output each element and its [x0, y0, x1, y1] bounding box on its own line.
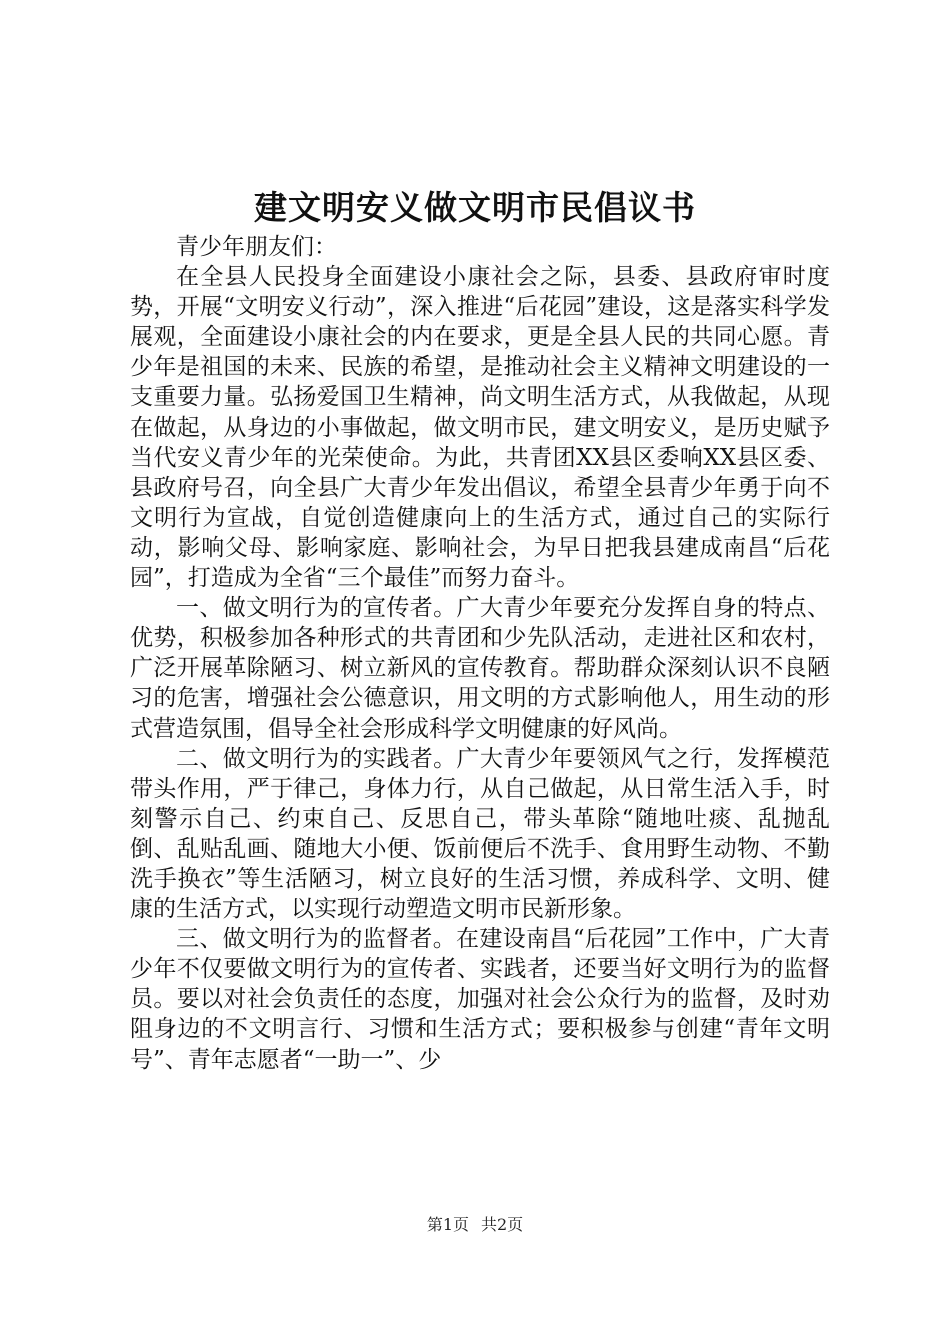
- salutation: 青少年朋友们：: [176, 234, 337, 260]
- paragraph-intro: 在全县人民投身全面建设小康社会之际，县委、县政府审时度势，开展“文明安义行动”，深入推进“后花园”建设，这是落实科学发展观，全面建设小康社会的内在要求，更是全县人民的共同心愿。青少年是祖国的未来、民族的希望，是推动社会主义精神文明建设的一支重要力量。弘扬爱国卫生精神，尚文明生活方式，从我做起，从现在做起，从身边的小事做起，做文明市民，建文明安义，是历史赋予当代安义青少年的光荣使命。为此，共青团XX县区委响XX县区委、县政府号召，向全县广大青少年发出倡议，希望全县青少年勇于向不文明行为宣战，自觉创造健康向上的生活方式，通过自己的实际行动，影响父母、影响家庭、影响社会，为早日把我县建成南昌“后花园”，打造成为全省“三个最佳”而努力奋斗。: [130, 264, 830, 592]
- document-body: [130, 232, 830, 1075]
- paragraph-promoter: 一、做文明行为的宣传者。广大青少年要充分发挥自身的特点、优势，积极参加各种形式的共青团和少先队活动，走进社区和农村，广泛开展革除陋习、树立新风的宣传教育。帮助群众深刻认识不良陋习的危害，增强社会公德意识，用文明的方式影响他人，用生动的形式营造氛围，倡导全社会形成科学文明健康的好风尚。: [130, 595, 830, 742]
- paragraph-supervisor: 三、做文明行为的监督者。在建设南昌“后花园”工作中，广大青少年不仅要做文明行为的宣传者、实践者，还要当好文明行为的监督员。要以对社会负责任的态度，加强对社会公众行为的监督，及时劝阻身边的不文明言行、习惯和生活方式；要积极参与创建“青年文明号”、青年志愿者“一助一”、少: [130, 926, 830, 1073]
- page-footer: [0, 1214, 950, 1236]
- page-number: 第1页: [426, 1215, 469, 1234]
- page-total: 共2页: [481, 1215, 524, 1234]
- document-title: 建文明安义做文明市民倡议书: [254, 188, 696, 227]
- paragraph-practitioner: 二、做文明行为的实践者。广大青少年要领风气之行，发挥模范带头作用，严于律己，身体力行，从自己做起，从日常生活入手，时刻警示自己、约束自己、反思自己，带头革除“随地吐痰、乱抛乱倒、乱贴乱画、随地大小便、饭前便后不洗手、食用野生动物、不勤洗手换衣”等生活陋习，树立良好的生活习惯，养成科学、文明、健康的生活方式，以实现行动塑造文明市民新形象。: [130, 745, 830, 923]
